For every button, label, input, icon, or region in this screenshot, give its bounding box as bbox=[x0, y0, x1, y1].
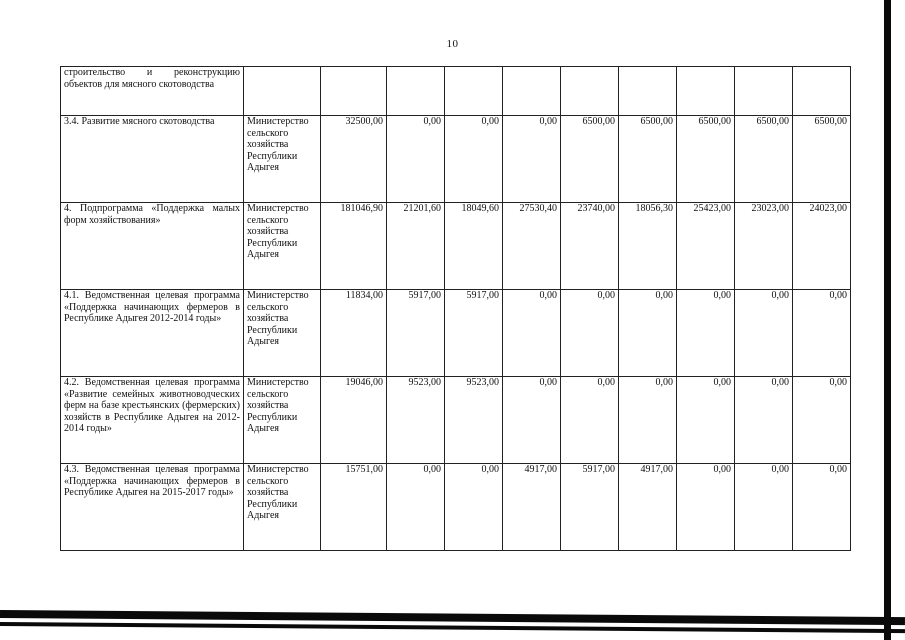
row-year-cell: 0,00 bbox=[735, 464, 793, 551]
row-year-cell: 18056,30 bbox=[619, 203, 677, 290]
table-row bbox=[61, 203, 851, 290]
table-row bbox=[61, 67, 851, 116]
row-year-cell: 6500,00 bbox=[561, 116, 619, 203]
row-year-cell bbox=[503, 67, 561, 116]
row-year-cell: 0,00 bbox=[445, 464, 503, 551]
page-number: 10 bbox=[446, 38, 459, 50]
row-year-cell: 0,00 bbox=[561, 290, 619, 377]
row-year-cell: 21201,60 bbox=[387, 203, 445, 290]
row-name-cell: 4.3. Ведомственная целевая программа «Поддержка начинающих фермеров в Республике Адыгея на 2015-2017 годы» bbox=[61, 464, 244, 551]
row-executor-cell: Министерство сельского хозяйства Республики Адыгея bbox=[244, 116, 321, 203]
row-year-cell: 0,00 bbox=[503, 290, 561, 377]
row-year-cell: 0,00 bbox=[619, 377, 677, 464]
row-year-cell: 5917,00 bbox=[445, 290, 503, 377]
row-year-cell bbox=[387, 67, 445, 116]
row-total-cell bbox=[321, 67, 387, 116]
row-year-cell: 23740,00 bbox=[561, 203, 619, 290]
row-year-cell: 6500,00 bbox=[793, 116, 851, 203]
row-year-cell: 0,00 bbox=[503, 116, 561, 203]
row-year-cell: 0,00 bbox=[387, 464, 445, 551]
row-year-cell: 0,00 bbox=[677, 464, 735, 551]
table-row bbox=[61, 116, 851, 203]
row-year-cell bbox=[445, 67, 503, 116]
row-year-cell bbox=[677, 67, 735, 116]
row-year-cell: 6500,00 bbox=[619, 116, 677, 203]
row-year-cell: 0,00 bbox=[793, 464, 851, 551]
row-name-cell: 3.4. Развитие мясного скотоводства bbox=[61, 116, 244, 203]
row-year-cell: 25423,00 bbox=[677, 203, 735, 290]
row-year-cell: 9523,00 bbox=[387, 377, 445, 464]
row-year-cell: 0,00 bbox=[793, 290, 851, 377]
row-executor-cell: Министерство сельского хозяйства Республики Адыгея bbox=[244, 290, 321, 377]
row-total-cell: 181046,90 bbox=[321, 203, 387, 290]
row-name-cell: 4. Подпрограмма «Поддержка малых форм хозяйствования» bbox=[61, 203, 244, 290]
row-total-cell: 19046,00 bbox=[321, 377, 387, 464]
row-year-cell: 23023,00 bbox=[735, 203, 793, 290]
row-year-cell: 4917,00 bbox=[503, 464, 561, 551]
row-year-cell: 0,00 bbox=[561, 377, 619, 464]
row-year-cell: 18049,60 bbox=[445, 203, 503, 290]
row-year-cell: 6500,00 bbox=[735, 116, 793, 203]
row-year-cell bbox=[793, 67, 851, 116]
row-year-cell: 0,00 bbox=[503, 377, 561, 464]
row-year-cell: 0,00 bbox=[619, 290, 677, 377]
row-year-cell: 4917,00 bbox=[619, 464, 677, 551]
row-year-cell: 0,00 bbox=[445, 116, 503, 203]
row-total-cell: 11834,00 bbox=[321, 290, 387, 377]
row-total-cell: 15751,00 bbox=[321, 464, 387, 551]
row-year-cell: 0,00 bbox=[677, 377, 735, 464]
row-year-cell: 0,00 bbox=[793, 377, 851, 464]
row-name-cell: 4.2. Ведомственная целевая программа «Развитие семейных животноводческих ферм на базе крестьянских (фермерских) хозяйств в Республике Адыгея на 2012-2014 годы» bbox=[61, 377, 244, 464]
table-row bbox=[61, 290, 851, 377]
row-year-cell: 5917,00 bbox=[561, 464, 619, 551]
row-name-cell: строительство и реконструкцию объектов для мясного скотоводства bbox=[61, 67, 244, 116]
row-total-cell: 32500,00 bbox=[321, 116, 387, 203]
row-year-cell: 5917,00 bbox=[387, 290, 445, 377]
row-executor-cell bbox=[244, 67, 321, 116]
row-year-cell: 9523,00 bbox=[445, 377, 503, 464]
row-year-cell bbox=[735, 67, 793, 116]
row-year-cell: 0,00 bbox=[735, 290, 793, 377]
row-year-cell: 0,00 bbox=[735, 377, 793, 464]
row-year-cell bbox=[619, 67, 677, 116]
row-year-cell: 6500,00 bbox=[677, 116, 735, 203]
budget-table bbox=[60, 66, 851, 551]
scan-right-edge bbox=[884, 0, 891, 640]
row-executor-cell: Министерство сельского хозяйства Республики Адыгея bbox=[244, 464, 321, 551]
row-year-cell: 27530,40 bbox=[503, 203, 561, 290]
table-row bbox=[61, 464, 851, 551]
row-year-cell: 0,00 bbox=[387, 116, 445, 203]
row-year-cell: 0,00 bbox=[677, 290, 735, 377]
row-year-cell: 24023,00 bbox=[793, 203, 851, 290]
row-name-cell: 4.1. Ведомственная целевая программа «Поддержка начинающих фермеров в Республике Адыгея 2012-2014 годы» bbox=[61, 290, 244, 377]
row-executor-cell: Министерство сельского хозяйства Республики Адыгея bbox=[244, 203, 321, 290]
table-row bbox=[61, 377, 851, 464]
row-year-cell bbox=[561, 67, 619, 116]
row-executor-cell: Министерство сельского хозяйства Республики Адыгея bbox=[244, 377, 321, 464]
